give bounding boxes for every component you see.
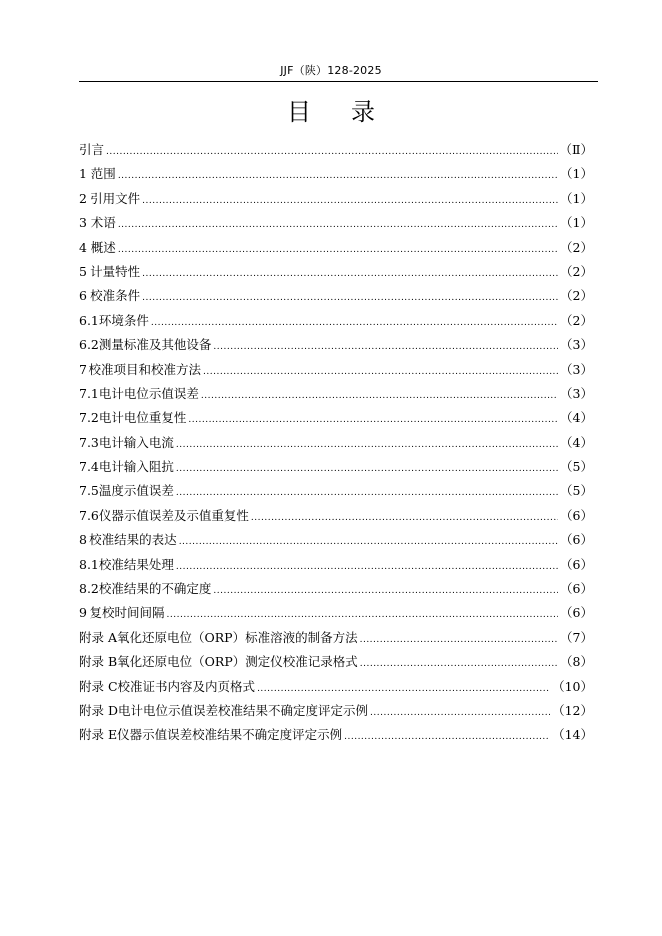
toc-entry-page: （5） <box>560 459 593 475</box>
toc-entry-number: 6.1 <box>79 312 99 328</box>
toc-entry-page: （1） <box>560 166 593 182</box>
toc-entry[interactable] <box>79 360 593 384</box>
toc-entry[interactable] <box>79 140 593 164</box>
toc-leader-dots <box>360 659 558 669</box>
page-title-char-1: 目 <box>287 98 311 126</box>
toc-entry-label: 引言 <box>79 142 105 157</box>
toc-entry-label: 电计电位示值误差校准结果不确定度评定示例 <box>118 702 369 718</box>
toc-entry[interactable] <box>79 652 593 676</box>
toc-leader-dots <box>370 708 550 718</box>
toc-entry-label: 氧化还原电位（ORP）测定仪校准记录格式 <box>117 654 358 670</box>
toc-entry-page: （4） <box>560 434 593 450</box>
toc-entry-page: （2） <box>560 263 593 279</box>
toc-entry[interactable] <box>79 238 593 262</box>
toc-entry-label: 术语 <box>90 215 116 231</box>
toc-entry[interactable] <box>79 384 593 408</box>
toc-entry[interactable] <box>79 335 593 359</box>
toc-leader-dots <box>203 367 558 377</box>
toc-entry[interactable] <box>79 262 593 286</box>
toc-entry-page: （1） <box>560 190 593 206</box>
toc-entry[interactable] <box>79 725 593 749</box>
toc-leader-dots <box>360 635 558 645</box>
toc-entry-number: 8.1 <box>79 556 99 572</box>
toc-entry-label: 温度示值误差 <box>98 483 174 499</box>
page-title <box>0 96 662 128</box>
toc-entry-number: 附录 C <box>79 678 118 694</box>
toc-entry[interactable] <box>79 701 593 725</box>
toc-entry-page: （2） <box>560 288 593 304</box>
toc-entry-number: 3 <box>79 215 87 231</box>
toc-leader-dots <box>257 684 550 694</box>
toc-entry[interactable] <box>79 286 593 310</box>
toc-entry[interactable] <box>79 603 593 627</box>
toc-entry[interactable] <box>79 628 593 652</box>
toc-leader-dots <box>142 269 558 279</box>
toc-entry-number: 7.5 <box>79 483 99 499</box>
toc-entry-number: 附录 B <box>79 654 118 670</box>
toc-entry-label: 环境条件 <box>98 312 149 328</box>
toc-leader-dots <box>176 488 558 498</box>
toc-leader-dots <box>176 440 558 450</box>
toc-entry-label: 电计电位示值误差 <box>98 385 199 401</box>
toc-entry[interactable] <box>79 164 593 188</box>
toc-entry-number: 附录 E <box>79 727 118 743</box>
toc-leader-dots <box>151 318 558 328</box>
header-rule <box>79 81 598 82</box>
toc-entry-number: 9 <box>79 605 87 621</box>
toc-leader-dots <box>142 293 558 303</box>
toc-entry-label: 仪器示值误差及示值重复性 <box>98 507 249 523</box>
toc-leader-dots <box>344 732 550 742</box>
toc-leader-dots <box>251 513 558 523</box>
toc-entry-page: （6） <box>560 581 593 597</box>
toc-leader-dots <box>106 147 557 157</box>
toc-leader-dots <box>179 537 558 547</box>
toc-entry-number: 6.2 <box>79 337 99 353</box>
toc-entry-page: （4） <box>560 410 593 426</box>
toc-entry-label: 校准证书内容及内页格式 <box>117 678 256 694</box>
toc-entry-page: （5） <box>560 483 593 499</box>
toc-entry-page: （6） <box>560 556 593 572</box>
toc-entry-number: 7.4 <box>79 459 99 475</box>
toc-entry-label: 校准结果处理 <box>98 556 174 572</box>
toc-entry[interactable] <box>79 555 593 579</box>
toc-entry[interactable] <box>79 457 593 481</box>
toc-entry[interactable] <box>79 213 593 237</box>
toc-entry-page: （2） <box>560 239 593 255</box>
toc-entry-label: 校准结果的表达 <box>89 532 177 548</box>
page-title-char-2: 录 <box>351 98 375 126</box>
toc-entry-label: 概述 <box>90 239 116 255</box>
toc-entry-number: 附录 D <box>79 702 118 718</box>
toc-entry-number: 7 <box>79 361 87 377</box>
toc-entry-label: 电计输入电流 <box>98 434 174 450</box>
toc-entry-number: 8 <box>79 532 87 548</box>
toc-leader-dots <box>213 586 558 596</box>
toc-entry-label: 复校时间间隔 <box>89 605 165 621</box>
toc-entry-label: 范围 <box>90 166 116 182</box>
toc-leader-dots <box>118 220 558 230</box>
toc-entry-label: 仪器示值误差校准结果不确定度评定示例 <box>117 727 343 743</box>
toc-leader-dots <box>176 464 558 474</box>
toc-entry-label: 电计输入阻抗 <box>98 459 174 475</box>
toc-entry-page: （12） <box>552 702 593 718</box>
toc-entry[interactable] <box>79 530 593 554</box>
toc-entry-number: 7.1 <box>79 385 99 401</box>
toc-entry-label: 校准结果的不确定度 <box>98 581 212 597</box>
toc-entry[interactable] <box>79 481 593 505</box>
toc-entry-page: （6） <box>560 605 593 621</box>
toc-entry-number: 4 <box>79 239 87 255</box>
toc-entry[interactable] <box>79 433 593 457</box>
toc-entry-page: （7） <box>560 629 593 645</box>
toc-entry[interactable] <box>79 189 593 213</box>
toc-leader-dots <box>188 415 558 425</box>
toc-leader-dots <box>118 245 558 255</box>
toc-entry-number: 7.2 <box>79 410 99 426</box>
toc-entry-page: （14） <box>552 727 593 743</box>
toc-entry-number: 附录 A <box>79 629 118 645</box>
toc-entry-page: （6） <box>560 532 593 548</box>
toc-entry-page: （3） <box>560 361 593 377</box>
toc-leader-dots <box>201 391 558 401</box>
toc-entry-page: （8） <box>560 654 593 670</box>
toc-entry-number: 7.6 <box>79 507 99 523</box>
toc-entry[interactable] <box>79 311 593 335</box>
toc-entry-number: 7.3 <box>79 434 99 450</box>
toc-entry-label: 电计电位重复性 <box>98 410 187 426</box>
toc-entry-page: （10） <box>552 678 593 694</box>
toc-entry-number: 5 <box>79 263 87 279</box>
document-code-header: JJF（陕）128-2025 <box>280 64 382 77</box>
toc-entry-number: 8.2 <box>79 581 99 597</box>
toc-entry-label: 校准条件 <box>90 288 141 304</box>
toc-entry-label: 引用文件 <box>90 190 141 206</box>
toc-entry-page: （6） <box>560 507 593 523</box>
toc-entry-page: （3） <box>560 385 593 401</box>
table-of-contents <box>79 140 593 750</box>
toc-entry[interactable] <box>79 579 593 603</box>
toc-leader-dots <box>213 342 558 352</box>
toc-leader-dots <box>176 562 558 572</box>
toc-entry-page: （1） <box>560 215 593 231</box>
toc-entry-number: 1 <box>79 166 87 182</box>
toc-entry-label: 测量标准及其他设备 <box>98 337 212 353</box>
toc-entry[interactable] <box>79 677 593 701</box>
toc-leader-dots <box>167 610 559 620</box>
toc-leader-dots <box>142 196 558 206</box>
toc-entry[interactable] <box>79 506 593 530</box>
toc-entry-page: （Ⅱ） <box>559 142 593 157</box>
toc-entry[interactable] <box>79 408 593 432</box>
toc-entry-label: 氧化还原电位（ORP）标准溶液的制备方法 <box>117 629 358 645</box>
toc-leader-dots <box>118 171 558 181</box>
toc-entry-page: （3） <box>560 337 593 353</box>
toc-entry-label: 计量特性 <box>90 263 141 279</box>
toc-entry-number: 6 <box>79 288 87 304</box>
toc-entry-label: 校准项目和校准方法 <box>88 361 202 377</box>
toc-entry-number: 2 <box>79 190 87 206</box>
toc-entry-page: （2） <box>560 312 593 328</box>
